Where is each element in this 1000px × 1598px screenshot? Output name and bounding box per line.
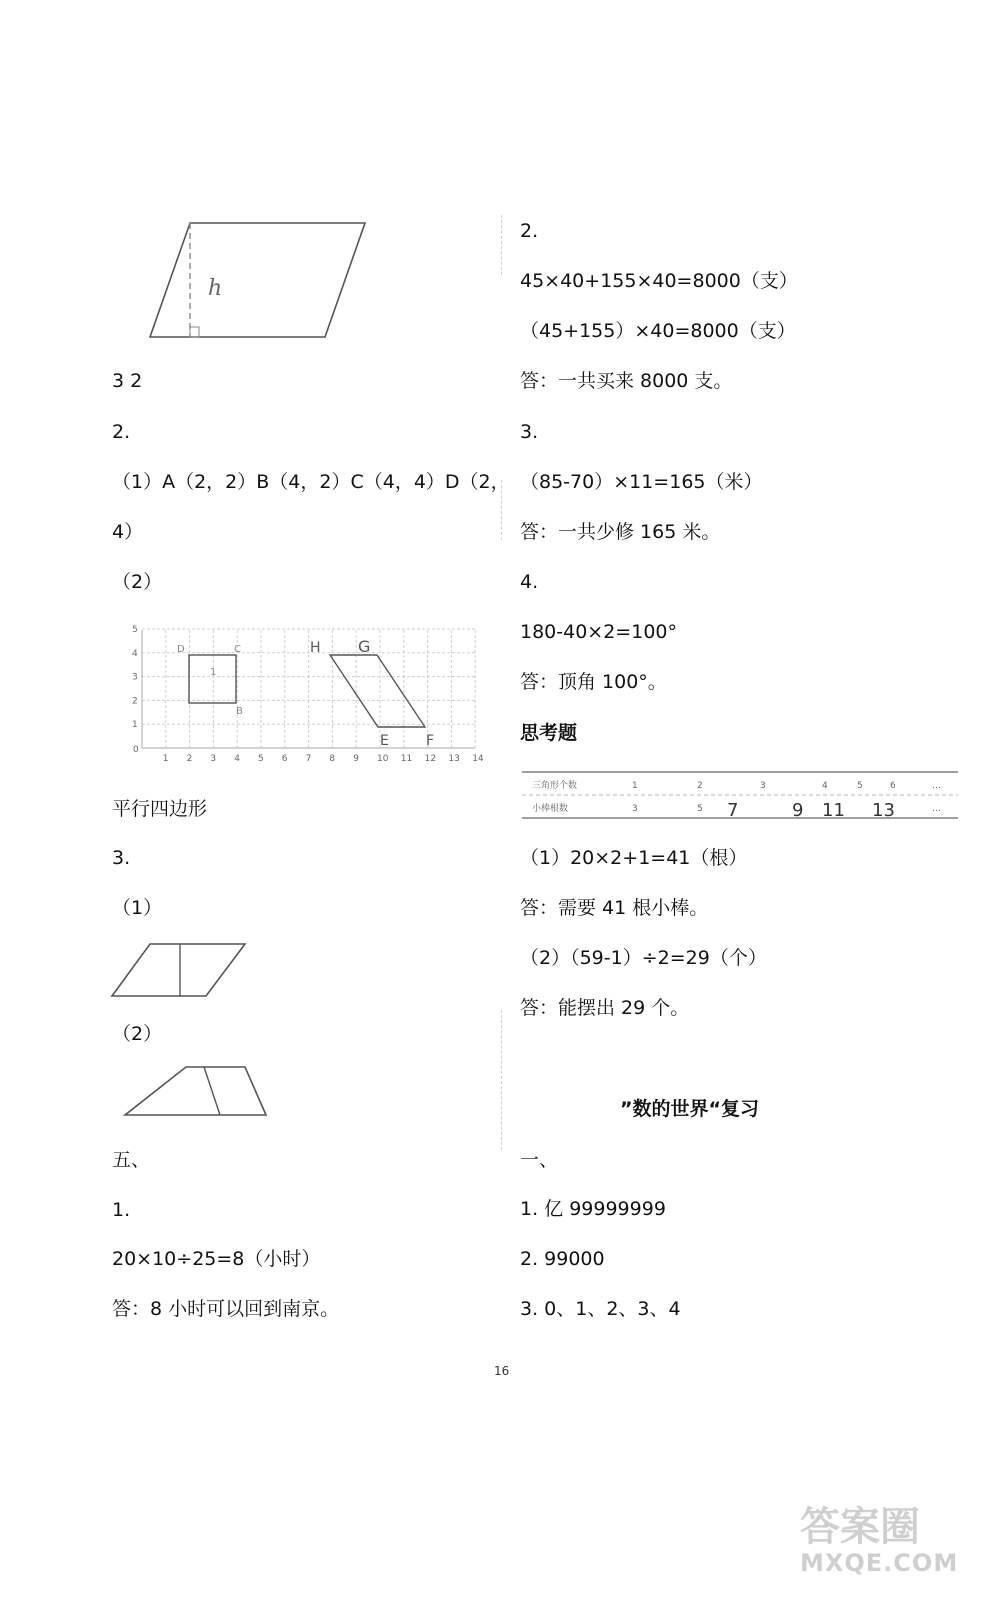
y-tick-label: 3 (132, 672, 138, 683)
page-number: 16 (494, 1364, 510, 1378)
question-3-part2: （2） (112, 1023, 163, 1045)
x-tick-label: 11 (400, 754, 413, 764)
height-label: h (208, 276, 223, 301)
column-divider-bottom (501, 1010, 502, 1150)
parallelogram-shape (150, 223, 365, 337)
x-tick-label: 9 (353, 754, 359, 764)
review-section-1-title: 一、 (520, 1149, 559, 1171)
right-q2-equation2: （45+155）×40=8000（支） (520, 320, 796, 342)
x-tick-label: 5 (258, 754, 264, 764)
x-tick-label: 10 (377, 754, 389, 764)
watermark-logo (800, 1505, 990, 1595)
point-label-h: H (310, 640, 321, 656)
table-row2-label: 小棒根数 (532, 804, 569, 814)
review-q2-answer: 2. 99000 (520, 1248, 605, 1270)
shape-answer: 平行四边形 (112, 798, 208, 820)
point-label-f: F (426, 733, 435, 749)
x-tick-label: 7 (305, 754, 312, 764)
right-q4-answer: 答：顶角 100°。 (520, 671, 667, 693)
table-row2-cell: 3 (632, 804, 638, 814)
right-q3-answer: 答：一共少修 165 米。 (520, 521, 721, 543)
parallelogram-hgfe (330, 655, 425, 727)
section-5-q1-number: 1. (112, 1199, 131, 1221)
parallelogram-shape-2 (112, 944, 245, 996)
right-q4-number: 4. (520, 571, 539, 593)
section-5-q1-equation: 20×10÷25=8（小时） (112, 1248, 321, 1270)
think-part1-answer: 答：需要 41 根小棒。 (520, 897, 709, 919)
square-abcd (189, 655, 236, 703)
table-row1-cell: 2 (697, 781, 703, 791)
think-question-title: 思考题 (520, 722, 578, 744)
table-row1-cell: 3 (760, 781, 766, 791)
split-line-2 (204, 1067, 220, 1115)
table-row1-cell: 6 (890, 781, 896, 791)
right-q4-equation: 180-40×2=100° (520, 621, 677, 643)
x-tick-label: 8 (329, 754, 336, 764)
table-row2-cell: 5 (697, 804, 703, 814)
right-q2-number: 2. (520, 220, 539, 242)
x-tick-label: 13 (448, 754, 460, 764)
y-tick-label: 5 (132, 625, 138, 635)
coordinates-line1: （1）A（2，2）B（4，2）C（4，4）D（2， (112, 471, 510, 493)
table-row2-cell: 9 (792, 800, 804, 821)
think-part2-equation: （2）（59-1）÷2=29（个） (520, 947, 767, 969)
question-3-part1: （1） (112, 897, 163, 919)
trapezoid-shape (125, 1067, 266, 1115)
table-row2-cell: 13 (872, 800, 895, 821)
coordinates-line2: 4） (112, 521, 144, 543)
section-5-title: 五、 (112, 1149, 151, 1171)
right-q3-number: 3. (520, 421, 539, 443)
right-angle-mark (190, 327, 199, 337)
right-q3-equation: （85-70）×11=165（米） (520, 471, 763, 493)
y-tick-label: 4 (132, 648, 138, 659)
table-row1-cell: 4 (822, 781, 828, 791)
question-3-number: 3. (112, 847, 131, 869)
think-part2-answer: 答：能摆出 29 个。 (520, 997, 690, 1019)
column-divider-top (501, 215, 502, 275)
right-q2-answer: 答：一共买来 8000 支。 (520, 370, 733, 392)
square-inner-label: 1 (210, 667, 217, 678)
x-tick-label: 4 (234, 754, 240, 764)
table-row1-cell: 5 (857, 781, 863, 791)
x-tick-label: 12 (424, 754, 437, 764)
x-tick-label: 1 (162, 754, 169, 764)
table-row1-label: 三角形个数 (532, 781, 578, 791)
table-row2-cell: 7 (727, 800, 739, 821)
watermark-line1: 答案圈 (800, 1504, 920, 1550)
watermark-line2: MXQE.COM (800, 1549, 959, 1577)
x-tick-label: 3 (210, 754, 217, 764)
review-q1-answer: 1. 亿 99999999 (520, 1198, 666, 1220)
table-row2-cell: 11 (822, 800, 845, 821)
table-row1-cell: 1 (632, 781, 638, 791)
point-label-b: B (236, 706, 243, 717)
point-label-d: D (177, 644, 185, 655)
trapezoid-split-figure (120, 1063, 270, 1119)
x-tick-label: 6 (281, 754, 288, 764)
think-part1-equation: （1）20×2+1=41（根） (520, 847, 748, 869)
triangle-stick-table (522, 768, 960, 822)
review-q3-answer: 3. 0、1、2、3、4 (520, 1298, 681, 1320)
right-q2-equation1: 45×40+155×40=8000（支） (520, 270, 798, 292)
question-2-number: 2. (112, 421, 131, 443)
parallelogram-height-figure (140, 215, 380, 345)
parallelogram-split-figure (110, 940, 250, 1000)
coordinate-grid-figure (130, 625, 490, 765)
origin-label: 0 (133, 745, 139, 755)
point-label-c: C (234, 644, 241, 655)
y-tick-label: 1 (132, 720, 138, 731)
section-5-q1-answer: 答：8 小时可以回到南京。 (112, 1298, 340, 1320)
x-tick-label: 14 (472, 754, 484, 764)
x-tick-label: 2 (186, 754, 193, 764)
table-row2-cell: … (932, 804, 941, 814)
answer-3-2: 3 2 (112, 370, 143, 392)
table-row1-cell: … (932, 781, 941, 791)
review-section-title: ”数的世界“复习 (620, 1098, 759, 1120)
y-tick-label: 2 (132, 696, 138, 707)
point-label-e: E (380, 733, 389, 749)
point-label-g: G (358, 637, 371, 656)
column-divider-mid (501, 480, 502, 540)
question-2-part2: （2） (112, 571, 163, 593)
